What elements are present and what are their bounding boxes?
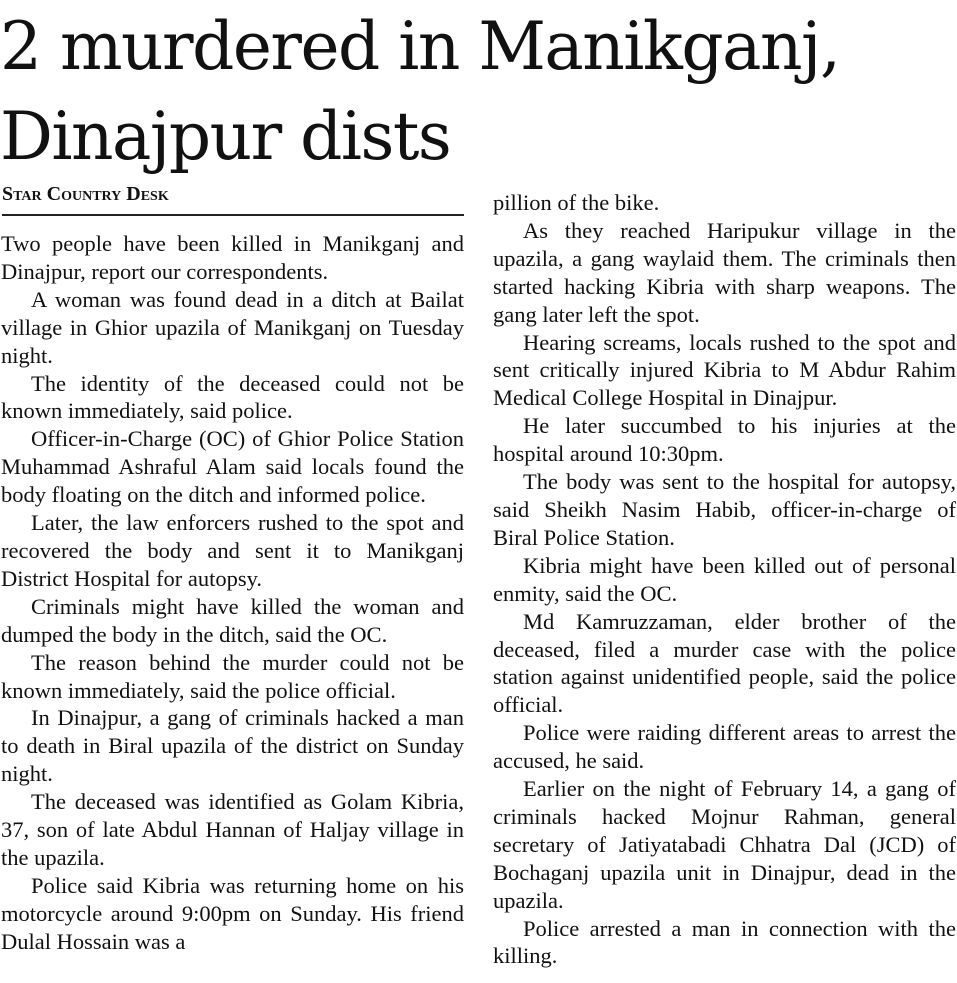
paragraph: Hearing screams, locals rushed to the spot and sent critically injured Kibria to M Abdur Rahim Medical College Hospital in Dinajpur.: [493, 329, 956, 411]
paragraph: Earlier on the night of February 14, a gang of criminals hacked Mojnur Rahman, general secretary of Jatiyatabadi Chhatra Dal (JCD) of Bochaganj upazila unit in Dinajpur, dead in the upazila.: [493, 776, 956, 913]
paragraph: pillion of the bike.: [493, 190, 660, 215]
paragraph: The identity of the deceased could not be known immediately, said police.: [1, 370, 464, 424]
paragraph: Police were raiding different areas to arrest the accused, he said.: [493, 720, 956, 774]
paragraph: In Dinajpur, a gang of criminals hacked a man to death in Biral upazila of the district on Sunday night.: [1, 705, 464, 787]
article-column-left: [1, 230, 464, 956]
article-headline: 2 murdered in Manikganj, Dinajpur dists: [0, 8, 840, 175]
paragraph: As they reached Haripukur village in the upazila, a gang waylaid them. The criminals then started hacking Kibria with sharp weapons. The gang later left the spot.: [493, 217, 956, 327]
paragraph: Md Kamruzzaman, elder brother of the deceased, filed a murder case with the police station against unidentified people, said the police official.: [493, 608, 956, 718]
paragraph: Later, the law enforcers rushed to the spot and recovered the body and sent it to Manikganj District Hospital for autopsy.: [1, 510, 464, 591]
paragraph: The body was sent to the hospital for autopsy, said Sheikh Nasim Habib, officer-in-charge of Biral Police Station.: [493, 469, 956, 550]
article-column-right: [493, 189, 956, 970]
paragraph: A woman was found dead in a ditch at Bailat village in Ghior upazila of Manikganj on Tuesday night.: [1, 286, 464, 368]
article-byline: Star Country Desk: [2, 182, 464, 216]
paragraph: Kibria might have been killed out of personal enmity, said the OC.: [493, 552, 956, 606]
paragraph: He later succumbed to his injuries at the hospital around 10:30pm.: [493, 413, 956, 467]
paragraph: Police arrested a man in connection with the killing.: [493, 915, 956, 969]
paragraph: The reason behind the murder could not be known immediately, said the police official.: [1, 649, 464, 703]
paragraph: Criminals might have killed the woman and dumped the body in the ditch, said the OC.: [1, 593, 464, 647]
paragraph: Police said Kibria was returning home on his motorcycle around 9:00pm on Sunday. His friend Dulal Hossain was a: [1, 872, 464, 954]
paragraph: The deceased was identified as Golam Kibria, 37, son of late Abdul Hannan of Haljay village in the upazila.: [1, 789, 464, 870]
paragraph: Two people have been killed in Manikganj and Dinajpur, report our correspondents.: [1, 231, 464, 284]
paragraph: Officer-in-Charge (OC) of Ghior Police Station Muhammad Ashraful Alam said locals found the body floating on the ditch and informed police.: [1, 426, 464, 508]
